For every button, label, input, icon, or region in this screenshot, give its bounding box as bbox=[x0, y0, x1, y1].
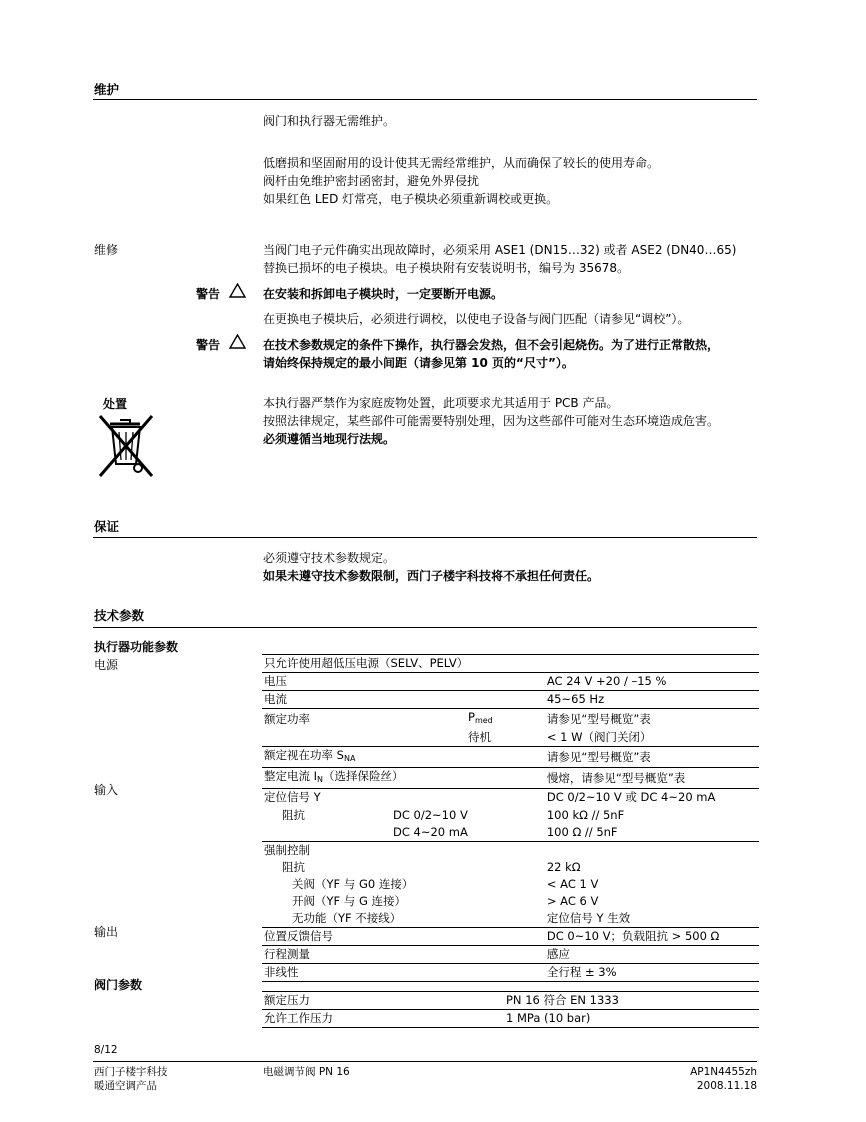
table-row: 行程测量 感应 bbox=[262, 946, 759, 964]
disposal-text: 本执行器严禁作为家庭废物处置，此项要求尤其适用于 PCB 产品。 按照法律规定，某些部件可能需要特别处理，因为这些部件可能对生态环境造成危害。 必须遵循当地现行法规。 bbox=[263, 396, 720, 446]
valve-params-title: 阀门参数 bbox=[94, 978, 143, 992]
warning-triangle-icon bbox=[229, 334, 246, 349]
table-row: 强制控制 bbox=[264, 842, 310, 857]
table-row: 阻抗 22 kΩ bbox=[282, 859, 581, 874]
power-label: 电源 bbox=[94, 658, 119, 672]
table-row: 电压 AC 24 V +20 / –15 % bbox=[262, 673, 759, 691]
maintenance-text-1: 阀门和执行器无需维护。 bbox=[263, 114, 396, 128]
footer-company: 西门子楼宇科技 暖通空调产品 bbox=[94, 1066, 168, 1092]
warranty-text: 必须遵守技术参数规定。 如果未遵守技术参数限制，西门子楼宇科技将不承担任何责任。 bbox=[263, 551, 600, 583]
table-row: 额定功率 Pmed 请参见“型号概览”表 bbox=[264, 710, 651, 726]
table-row: 位置反馈信号 DC 0~10 V；负载阻抗 > 500 Ω bbox=[262, 928, 759, 946]
input-label: 输入 bbox=[94, 783, 119, 797]
table-row: 额定压力 PN 16 符合 EN 1333 bbox=[262, 992, 759, 1010]
section-title-tech: 技术参数 bbox=[94, 608, 145, 623]
warning-label-1: 警告 bbox=[196, 287, 221, 301]
repair-note: 在更换电子模块后，必须进行调校，以使电子设备与阀门匹配（请参见“调校”）。 bbox=[263, 312, 690, 326]
footer-doc-title: 电磁调节阀 PN 16 bbox=[263, 1066, 350, 1078]
table-row: 电流 45~65 Hz bbox=[262, 691, 759, 709]
disposal-label: 处置 bbox=[103, 397, 128, 411]
divider bbox=[93, 537, 757, 538]
section-title-maintenance: 维护 bbox=[94, 82, 120, 97]
table-row: 阻抗 DC 0/2~10 V 100 kΩ // 5nF bbox=[282, 807, 625, 822]
crossed-out-wheelie-bin-icon bbox=[94, 410, 158, 480]
table-row: 定位信号 Y DC 0/2~10 V 或 DC 4~20 mA bbox=[264, 790, 716, 805]
repair-label: 维修 bbox=[94, 243, 119, 257]
footer-divider bbox=[93, 1061, 757, 1062]
table-row: 待机 < 1 W（阀门关闭） bbox=[262, 729, 759, 747]
warning-triangle-icon bbox=[229, 283, 246, 298]
section-title-warranty: 保证 bbox=[94, 519, 120, 534]
table-row: 整定电流 IN（选择保险丝） 慢熔，请参见“型号概览”表 bbox=[262, 768, 759, 789]
warning-text-1: 在安装和拆卸电子模块时，一定要断开电源。 bbox=[263, 287, 504, 301]
table-row: 开阀（YF 与 G 连接） > AC 6 V bbox=[292, 893, 599, 908]
repair-text: 当阀门电子元件确实出现故障时，必须采用 ASE1 (DN15…32) 或者 ASE2 (DN40…65) 替换已损坏的电子模块。电子模块附有安装说明书，编号为 35678。 bbox=[263, 243, 737, 275]
table-row: 非线性 全行程 ± 3% bbox=[262, 964, 759, 982]
table-row: DC 4~20 mA 100 Ω // 5nF bbox=[262, 824, 759, 842]
table-row: 只允许使用超低压电源（SELV、PELV） bbox=[262, 655, 759, 673]
warning-text-2: 在技术参数规定的条件下操作，执行器会发热，但不会引起烧伤。为了进行正常散热， 请始终保持规定的最小间距（请参见第 10 页的“尺寸”）。 bbox=[263, 338, 720, 370]
table-row: 额定视在功率 SNA 请参见“型号概览”表 bbox=[262, 747, 759, 768]
divider bbox=[93, 627, 757, 628]
output-label: 输出 bbox=[94, 925, 119, 939]
warning-label-2: 警告 bbox=[196, 338, 221, 352]
divider bbox=[93, 99, 757, 100]
footer-doc-info: AP1N4455zh 2008.11.18 bbox=[690, 1066, 757, 1092]
actuator-spec-table bbox=[262, 654, 759, 982]
table-row: 允许工作压力 1 MPa (10 bar) bbox=[262, 1010, 759, 1028]
maintenance-text-2: 低磨损和坚固耐用的设计使其无需经常维护，从而确保了较长的使用寿命。 阀杆由免维护密封函密封，避免外界侵扰 如果红色 LED 灯常亮，电子模块必须重新调校或更换。 bbox=[263, 156, 660, 206]
valve-spec-table bbox=[262, 991, 759, 1028]
table-row: 关阀（YF 与 G0 连接） < AC 1 V bbox=[292, 876, 599, 891]
actuator-params-title: 执行器功能参数 bbox=[94, 640, 179, 654]
page-number: 8/12 bbox=[94, 1044, 118, 1056]
table-row: 无功能（YF 不接线） 定位信号 Y 生效 bbox=[262, 910, 759, 928]
